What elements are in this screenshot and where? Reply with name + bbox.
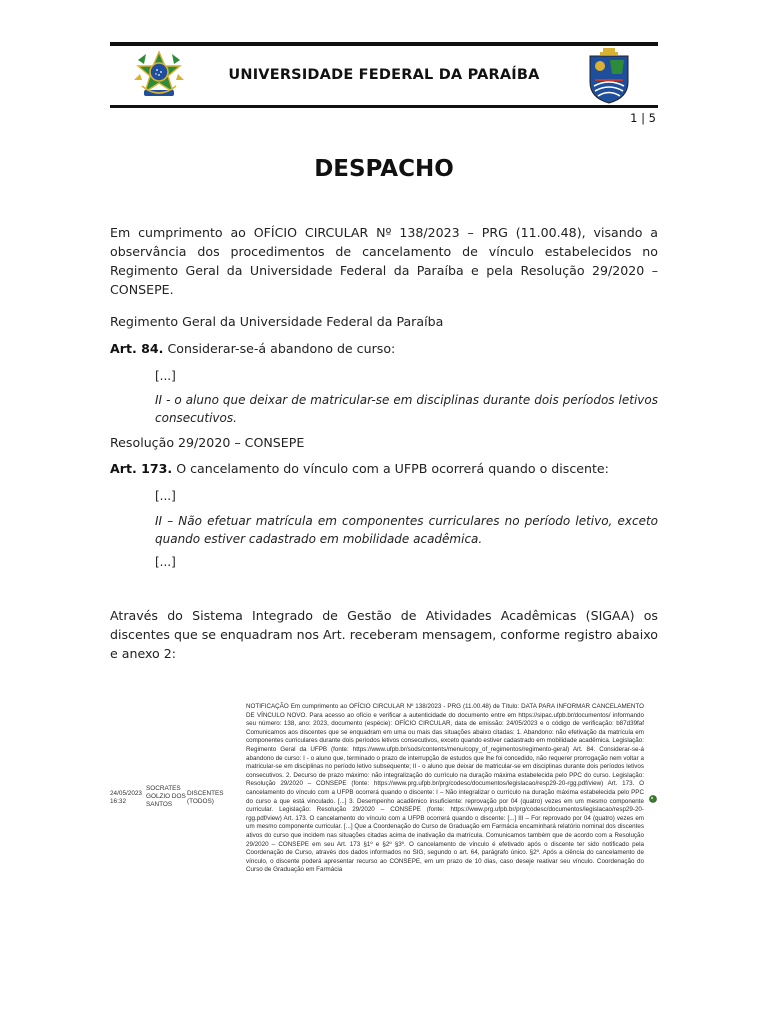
notification-message: NOTIFICAÇÃO Em cumprimento ao OFÍCIO CIRCULAR Nº 138/2023 - PRG (11.00.48) de Título: DATA PARA INFORMAR CANCELAMENTO DE VÍNCULO NOVO. Para acesso ao ofício e verificar a autenticidade do documento entre em https://sipac.ufpb.br/documentos/ informando seu número: 138, ano: 2023, documento (espécie): OFÍCIO CIRCULAR, data de emissão: 24/05/2023 e o código de verificação: b87d39faf Comunicamos aos discentes que se enquadram em uma ou mais das situações abaixo citadas: 1. Abandono: não efetivação da matrícula em componentes curriculares durante dois períodos letivos consecutivos, exceto quando estiver cadastrado em mobilidade acadêmica. Legislação: Regimento Geral da UFPB (fonte: https://www.ufpb.br/sods/contents/menu/copy_of_regimentos/regimento-geral) Art. 84. Considerar-se-á abandono de curso: I - o aluno que, terminado o prazo de interrupção de estudos que lhe foi concedido, não requerer prorrogação nem voltar a matricular-se em disciplinas no período letivo subsequente; II - o aluno que deixar de matricular-se em disciplinas durante dois períodos letivos consecutivos. 2. Decurso de prazo máximo: não integralização do currículo na duração máxima estabelecida pelo PPC do curso. Legislação: Resolução 29/2020 – CONSEPE (fonte: https://www.prg.ufpb.br/prg/codesc/documentos/legislacao/resp29-20-rgg.pdf/view) Art. 173. O cancelamento do vínculo com a UFPB ocorrerá quando o discente: I – Não integralizar o currículo na duração máxima estabelecida pelo PPC do curso a que está vinculado. [...] 3. Desempenho acadêmico insuficiente: reprovação por 04 (quatro) vezes em um mesmo componente curricular. Legislação: Resolução 29/2020 – CONSEPE (fonte: https://www.prg.ufpb.br/prg/codesc/documentos/legislacao/resp29-20-rgg.pdf/view) Art. 173. O cancelamento do vínculo com a UFPB ocorrerá quando o discente: [...] III – For reprovado por 04 (quatro) vezes em um mesmo componente curricular. [...] Que a Coordenação do Curso de Graduação em Farmácia encaminhará relatório nominal dos discentes ativos do curso que incidem nas situações citadas acima de inativação da matrícula. Comunicamos também que de acordo com a Resolução 29/2020 – CONSEPE em seu Art. 173 §1º e §2º §3º. O cancelamento de vínculo é efetivado após o discente ter sido notificado pela Coordenação de Curso, através dos dados informados no SIG, segundo o art. 64, parágrafo único. §2º. Após a ciência do cancelamento de vínculo, o discente poderá apresentar recurso ao CONSEPE, em um prazo de 10 dias, caso deseje reativar seu vínculo. Coordenação do Curso de Graduação em Farmácia [246, 703, 644, 874]
document-title: DESPACHO [314, 156, 454, 182]
article-84-item: II - o aluno que deixar de matricular-se em disciplinas durante dois períodos letivos consecutivos. [155, 393, 658, 425]
ellipsis: [...] [155, 369, 176, 383]
article-173-label: Art. 173. [110, 461, 173, 476]
notification-recipients: DISCENTES (TODOS) [187, 790, 224, 805]
notification-screenshot [108, 700, 656, 894]
notification-sender: SOCRATES GOLZIO DOS SANTOS [146, 785, 186, 808]
regimento-heading: Regimento Geral da Universidade Federal da Paraíba [110, 314, 444, 329]
article-84-text: Considerar-se-á abandono de curso: [163, 341, 396, 356]
article-173 [110, 459, 658, 478]
notification-date: 24/05/2023 16:32 [110, 790, 142, 805]
ellipsis: [...] [155, 489, 176, 503]
status-dot-icon [649, 795, 657, 803]
university-name: UNIVERSIDADE FEDERAL DA PARAÍBA [228, 67, 540, 83]
header-bottom-rule [110, 105, 658, 108]
closing-paragraph: Através do Sistema Integrado de Gestão de Atividades Acadêmicas (SIGAA) os discentes que se enquadram nos Art. receberam mensagem, conforme registro abaixo e anexo 2: [110, 608, 658, 661]
article-173-text: O cancelamento do vínculo com a UFPB ocorrerá quando o discente: [172, 461, 609, 476]
resolucao-heading: Resolução 29/2020 – CONSEPE [110, 435, 305, 450]
ellipsis: [...] [155, 555, 176, 569]
header-top-rule [110, 42, 658, 46]
intro-paragraph: Em cumprimento ao OFÍCIO CIRCULAR Nº 138/2023 – PRG (11.00.48), visando a observância dos procedimentos de cancelamento de vínculo estabelecidos no Regimento Geral da Universidade Federal da Paraíba e pela Resolução 29/2020 – CONSEPE. [110, 225, 658, 297]
ufpb-shield-icon [586, 48, 632, 104]
article-84 [110, 339, 658, 358]
brazil-coat-of-arms-icon [132, 50, 186, 100]
article-173-item: II – Não efetuar matrícula em componentes curriculares no período letivo, exceto quando estiver cadastrado em mobilidade acadêmica. [155, 514, 658, 546]
article-84-label: Art. 84. [110, 341, 164, 356]
page-number: 1 | 5 [630, 111, 656, 125]
